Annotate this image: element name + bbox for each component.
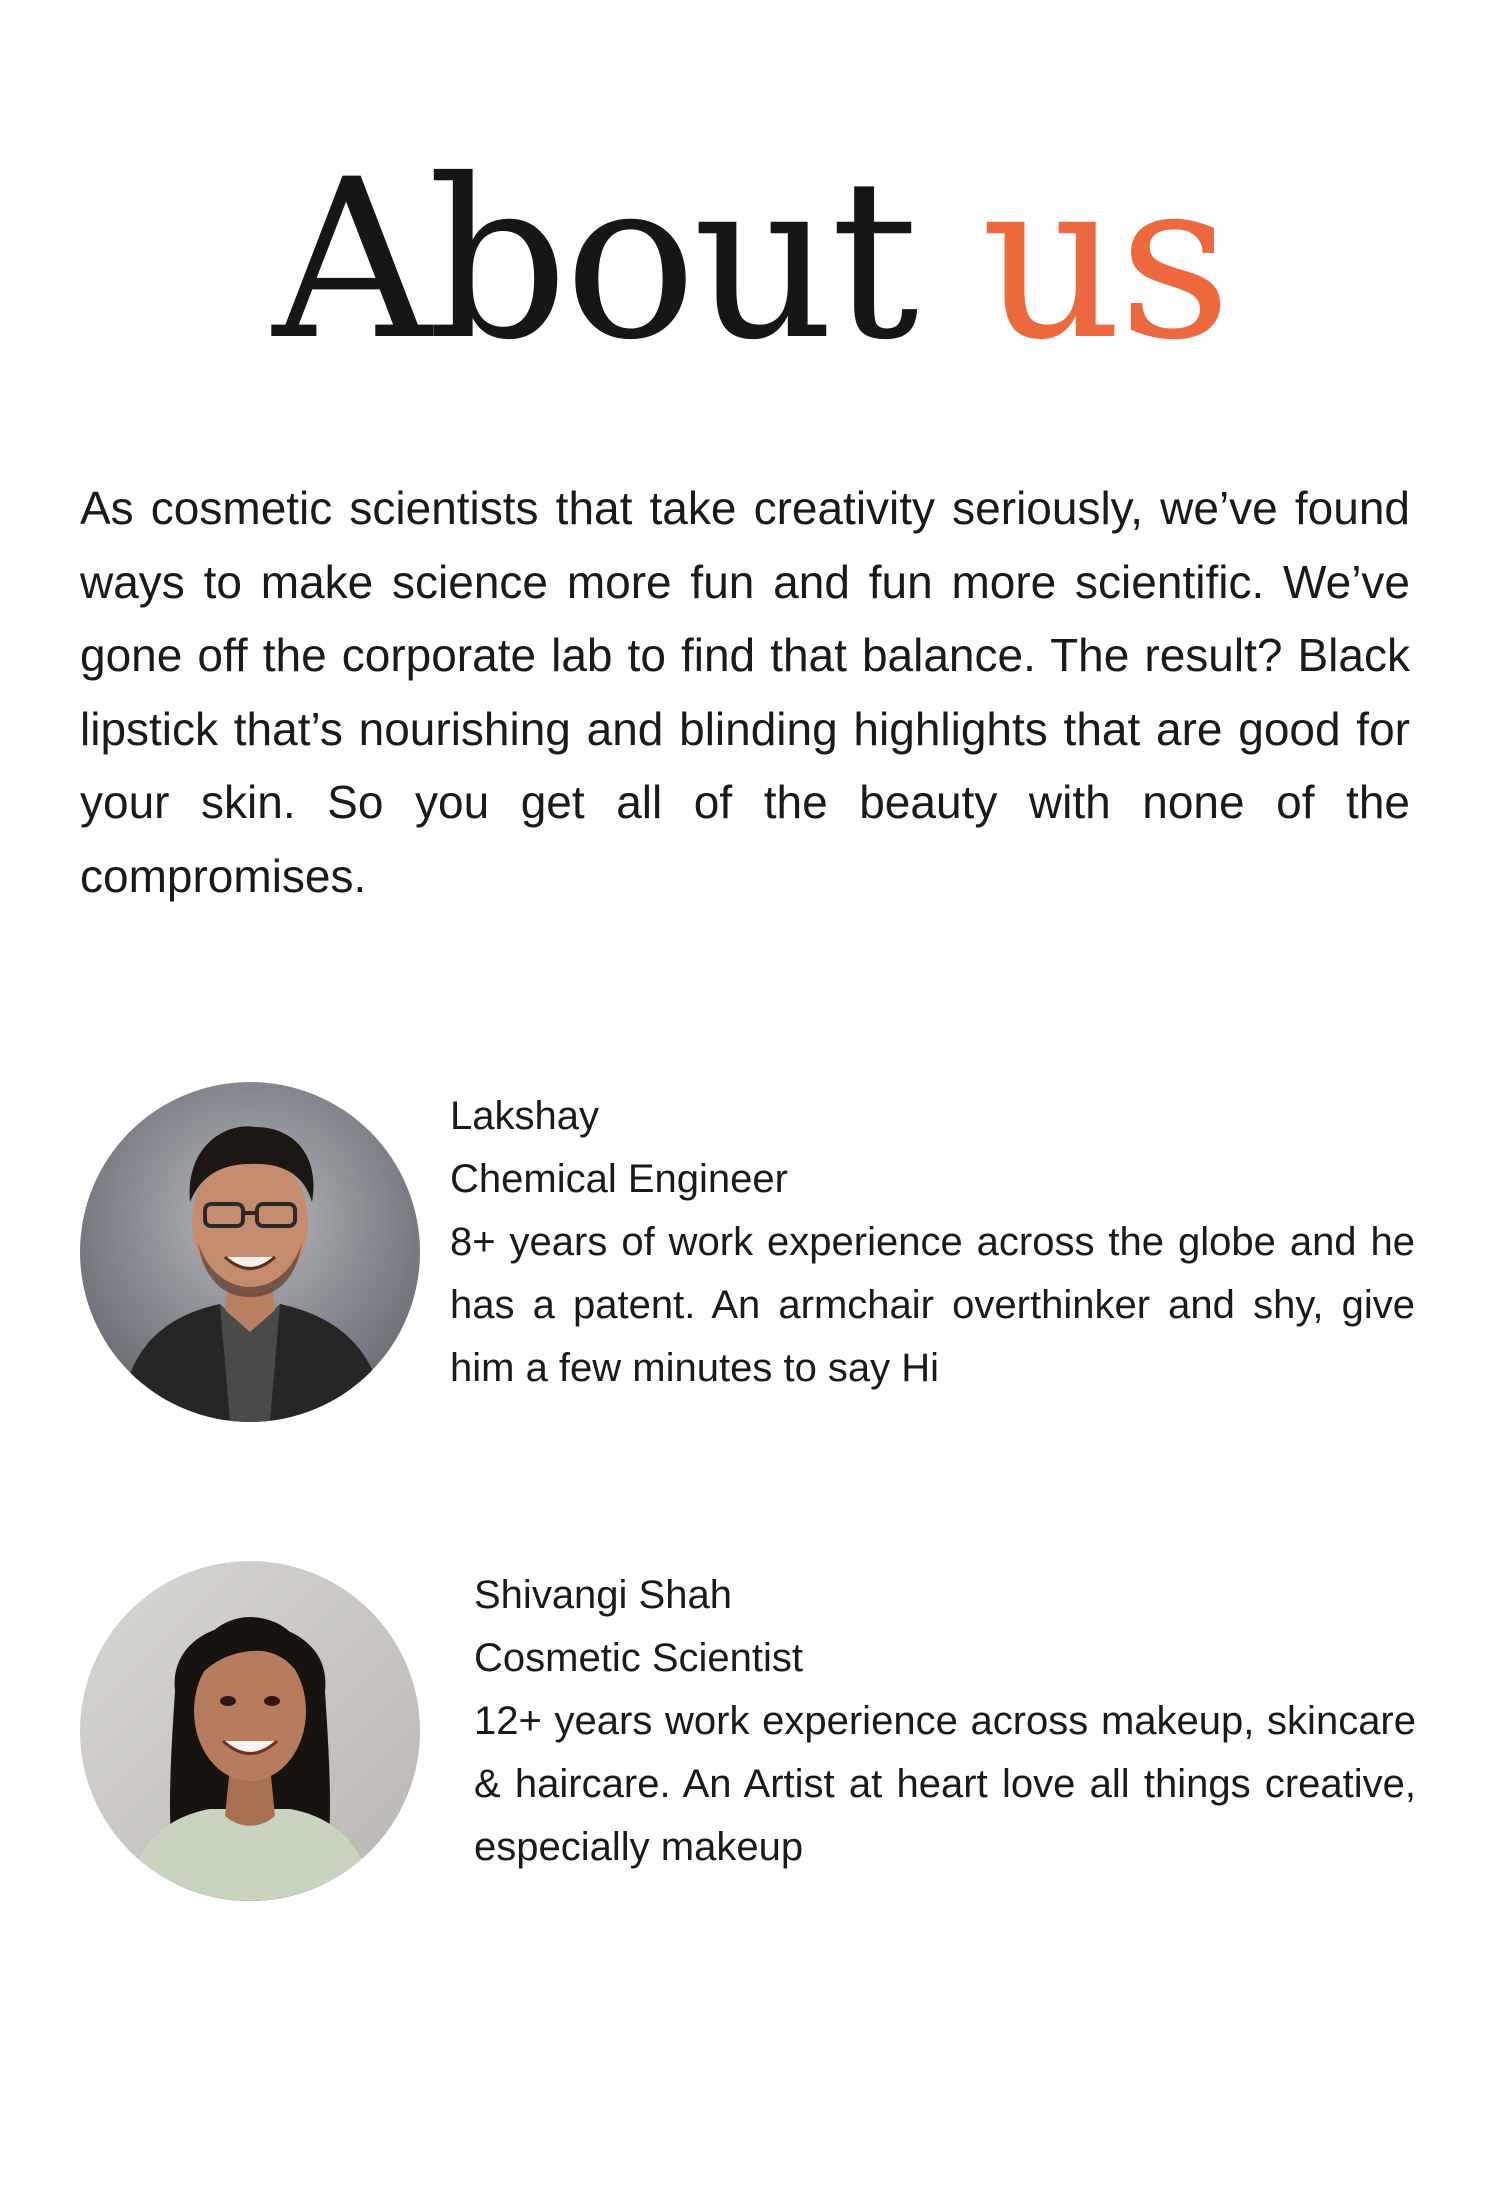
member-description: 8+ years of work experience across the globe and he has a patent. An armchair overthinker and shy, give him a few minutes to say Hi	[450, 1220, 1415, 1390]
member-name: Lakshay	[450, 1094, 599, 1138]
title-main: About	[272, 132, 915, 388]
avatar-photo	[80, 1082, 420, 1422]
intro-paragraph: As cosmetic scientists that take creativity seriously, we’ve found ways to make science more fun and fun more scientific. We’ve gone off the corporate lab to find that balance. The result? Black lipstick that’s nourishing and blinding highlights that are good for your skin. So you get all of the beauty with none of the compromises.	[80, 482, 1410, 902]
member-bio	[450, 1085, 1415, 1400]
member-name: Shivangi Shah	[474, 1573, 732, 1617]
member-role: Chemical Engineer	[450, 1157, 788, 1201]
avatar-photo	[80, 1561, 420, 1901]
member-description: 12+ years work experience across makeup, skincare & haircare. An Artist at heart love all things creative, especially makeup	[474, 1699, 1416, 1869]
page-title	[0, 132, 1500, 388]
member-role: Cosmetic Scientist	[474, 1636, 803, 1680]
member-bio	[474, 1564, 1416, 1879]
title-accent: us	[980, 132, 1228, 388]
